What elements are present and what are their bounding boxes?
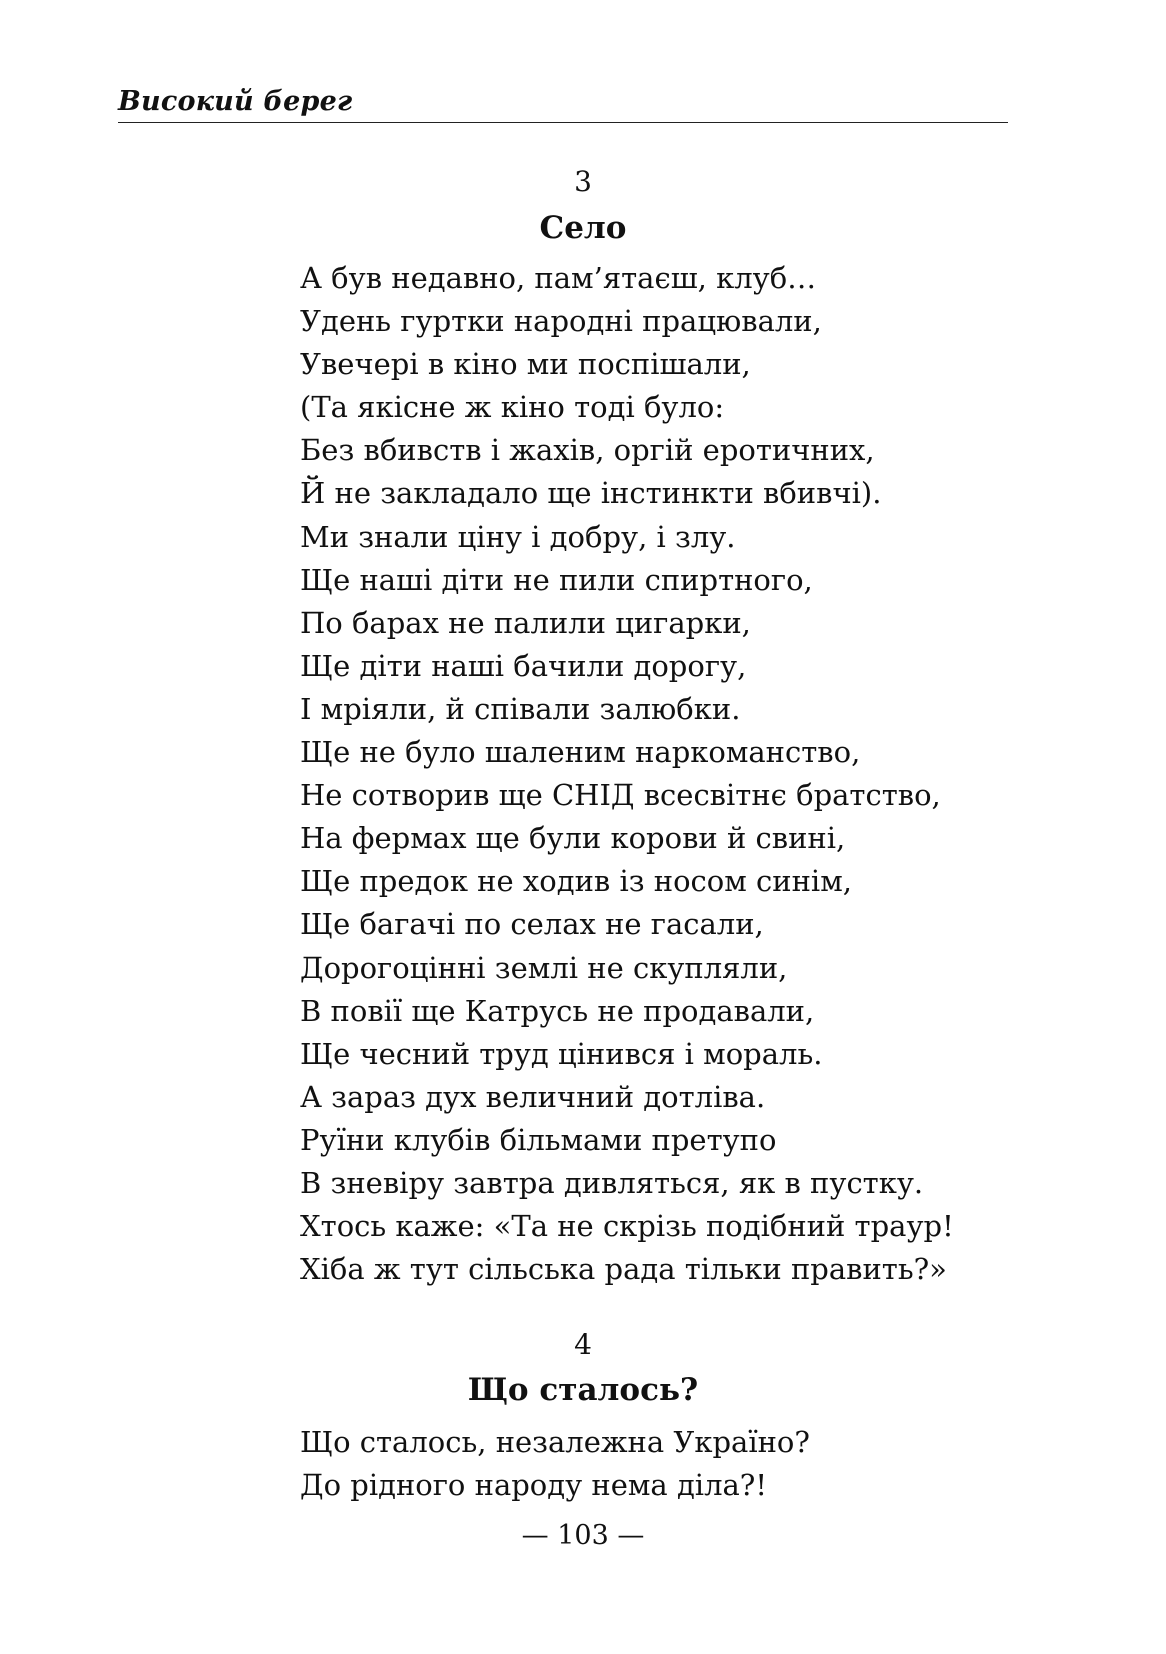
verse-line: До рідного народу нема діла?!: [300, 1468, 767, 1503]
section-number: 4: [574, 1328, 592, 1361]
page-number: — 103 —: [521, 1520, 645, 1551]
verse-line: Увечері в кіно ми поспішали,: [300, 347, 751, 382]
verse-line: А зараз дух величний дотліва.: [300, 1079, 766, 1114]
verse-line: Й не закладало ще інстинкти вбивчі).: [300, 476, 882, 511]
verse-line: Не сотворив ще СНІД всесвітнє братство,: [300, 778, 941, 813]
running-head-title: Високий берег: [118, 86, 353, 117]
verse-line: На фермах ще були корови й свині,: [300, 821, 846, 856]
verse-line: А був недавно, пам’ятаєш, клуб…: [300, 261, 817, 295]
verse-line: Ще предок не ходив із носом синім,: [300, 864, 852, 899]
verse-line: Руїни клубів більмами претупо: [300, 1122, 777, 1157]
section-number: 3: [574, 165, 592, 198]
section-title: Що сталось?: [467, 1372, 699, 1408]
verse-line: Ми знали ціну і добру, і злу.: [300, 519, 736, 554]
verse-line: І мріяли, й співали залюбки.: [300, 691, 741, 726]
verse-line: Ще наші діти не пили спиртного,: [300, 562, 813, 597]
poem-verse: [300, 257, 954, 1291]
verse-line: Що сталось, незалежна Україно?: [300, 1425, 810, 1459]
verse-line: (Та якісне ж кіно тоді було:: [300, 390, 725, 425]
verse-line: В зневіру завтра дивляться, як в пустку.: [300, 1165, 924, 1200]
verse-line: Дорогоцінні землі не скупляли,: [300, 950, 788, 985]
verse-line: Ще чесний труд цінився і мораль.: [300, 1036, 823, 1071]
poem-verse: [300, 1421, 810, 1507]
verse-line: Без вбивств і жахів, оргій еротичних,: [300, 433, 875, 468]
verse-line: Хтось каже: «Та не скрізь подібний траур!: [300, 1209, 954, 1244]
running-head: [118, 80, 1008, 123]
verse-line: Хіба ж тут сільська рада тільки править?»: [300, 1252, 947, 1287]
section-title: Село: [539, 210, 627, 246]
verse-line: В повії ще Катрусь не продавали,: [300, 993, 815, 1028]
verse-line: По барах не палили цигарки,: [300, 605, 751, 640]
verse-line: Ще не було шаленим наркоманство,: [300, 735, 861, 770]
verse-line: Удень гуртки народні працювали,: [300, 304, 822, 339]
verse-line: Ще діти наші бачили дорогу,: [300, 648, 747, 683]
verse-line: Ще багачі по селах не гасали,: [300, 907, 764, 942]
